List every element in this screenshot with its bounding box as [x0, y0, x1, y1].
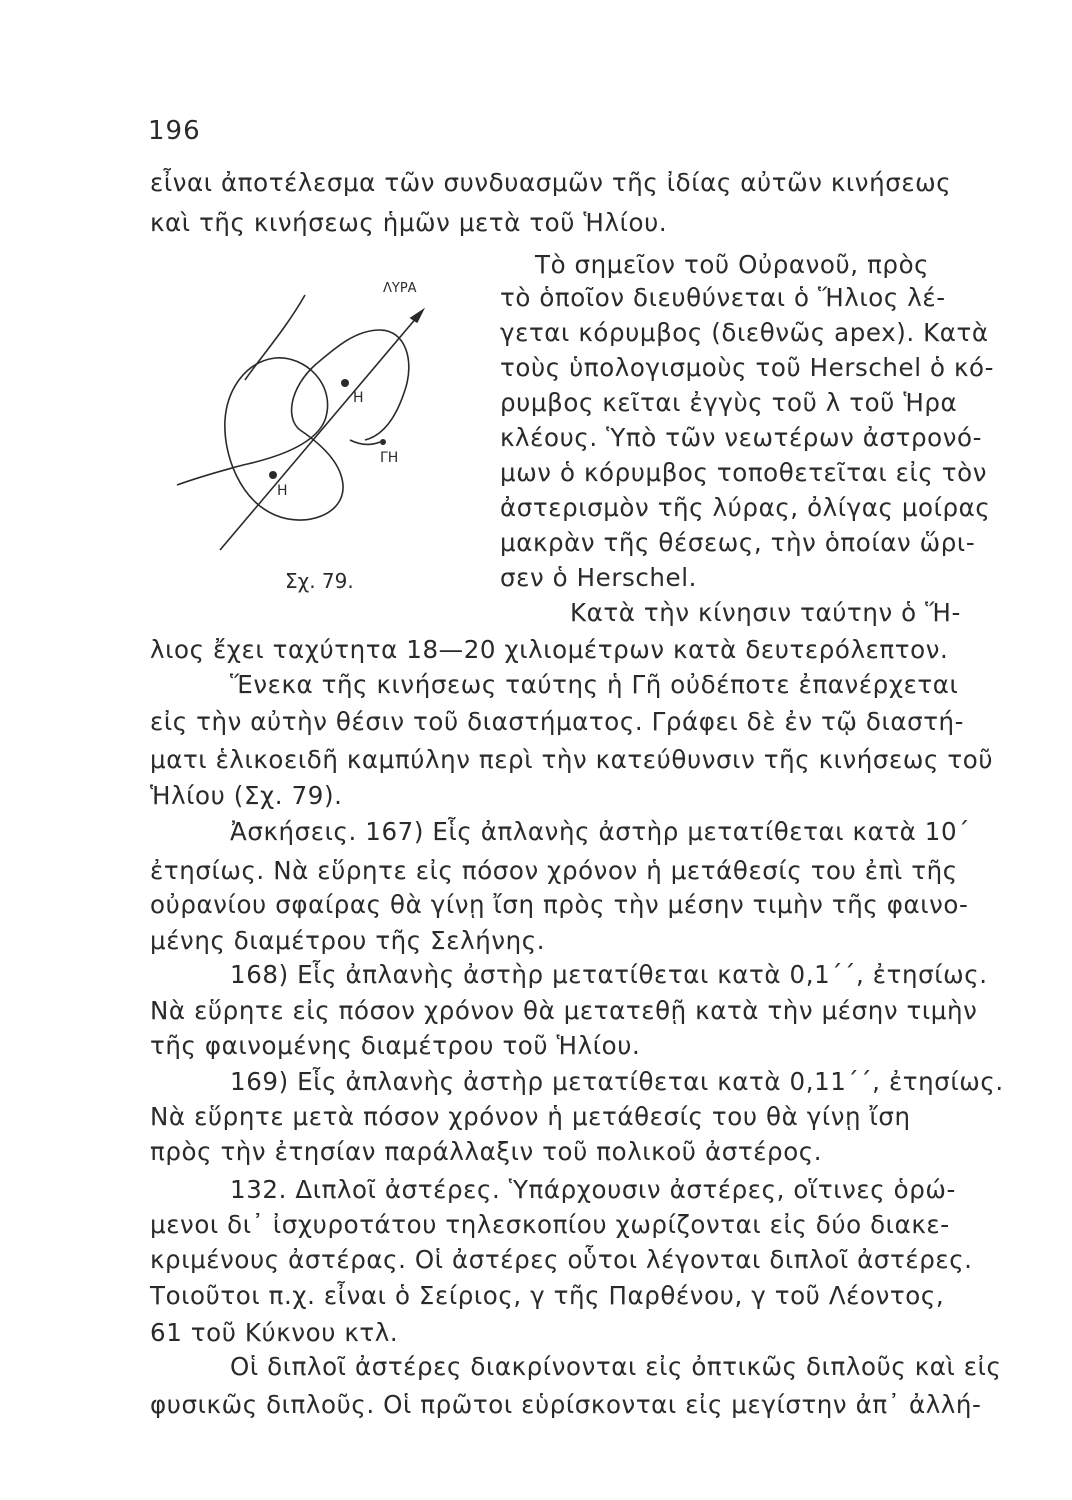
text-line: Νὰ εὕρητε μετὰ πόσον χρόνον ἡ μετάθεσίς του θὰ γίνῃ ἴση — [150, 1102, 911, 1131]
sun-point-upper — [341, 379, 349, 387]
text-line: ἀστερισμὸν τῆς λύρας, ὀλίγας μοίρας — [500, 493, 991, 522]
text-line: ἐτησίως. Νὰ εὕρητε εἰς πόσον χρόνον ἡ μετάθεσίς του ἐπὶ τῆς — [150, 856, 958, 885]
helix-loop-left — [245, 295, 305, 380]
label-gh: ΓΗ — [380, 450, 399, 466]
label-h-upper: Η — [353, 390, 364, 406]
text-line: μακρὰν τῆς θέσεως, τὴν ὁποίαν ὥρι- — [500, 528, 976, 557]
text-line: πρὸς τὴν ἐτησίαν παράλλαξιν τοῦ πολικοῦ ἀστέρος. — [150, 1137, 823, 1166]
text-line: Ἀσκήσεις. 167) Εἷς ἀπλανὴς ἀστὴρ μετατίθεται κατὰ 10´ — [230, 817, 971, 846]
text-line: καὶ τῆς κινήσεως ἡμῶν μετὰ τοῦ Ἡλίου. — [150, 208, 668, 237]
label-h-lower: Η — [277, 483, 288, 499]
text-line: τὸ ὁποῖον διευθύνεται ὁ Ἥλιος λέ- — [500, 283, 946, 312]
sun-point-lower — [269, 471, 277, 479]
text-line: κριμένους ἀστέρας. Οἱ ἀστέρες οὗτοι λέγονται διπλοῖ ἀστέρες. — [150, 1245, 973, 1274]
text-line: Τοιοῦτοι π.χ. εἶναι ὁ Σείριος, γ τῆς Παρθένου, γ τοῦ Λέοντος, — [150, 1281, 945, 1310]
text-line: λιος ἔχει ταχύτητα 18—20 χιλιομέτρων κατὰ δευτερόλεπτον. — [150, 635, 949, 664]
figure-caption: Σχ. 79. — [285, 569, 354, 593]
text-line: οὐρανίου σφαίρας θὰ γίνῃ ἴση πρὸς τὴν μέσην τιμὴν τῆς φαινο- — [150, 890, 969, 919]
earth-point — [380, 439, 386, 445]
text-line: ρυμβος κεῖται ἐγγὺς τοῦ λ τοῦ Ἡρα — [500, 388, 958, 417]
text-line: 61 τοῦ Κύκνου κτλ. — [150, 1318, 399, 1347]
sun-motion-axis — [220, 310, 423, 550]
text-line: Οἱ διπλοῖ ἀστέρες διακρίνονται εἰς ὀπτικῶς διπλοῦς καὶ εἰς — [230, 1352, 1002, 1381]
helix-diagram — [165, 270, 495, 610]
text-line: Κατὰ τὴν κίνησιν ταύτην ὁ Ἥ- — [570, 598, 961, 627]
text-line: μένης διαμέτρου τῆς Σελήνης. — [150, 926, 546, 955]
text-line: φυσικῶς διπλοῦς. Οἱ πρῶτοι εὑρίσκονται εἰς μεγίστην ἀπ᾽ ἀλλή- — [150, 1390, 982, 1419]
text-line: μενοι δι᾽ ἰσχυροτάτου τηλεσκοπίου χωρίζονται εἰς δύο διακε- — [150, 1210, 950, 1239]
text-line: Νὰ εὕρητε εἰς πόσον χρόνον θὰ μετατεθῇ κατὰ τὴν μέσην τιμὴν — [150, 996, 978, 1025]
text-line: Τὸ σημεῖον τοῦ Οὐρανοῦ, πρὸς — [535, 250, 930, 279]
text-line: 169) Εἷς ἀπλανὴς ἀστὴρ μετατίθεται κατὰ 0,11´´, ἐτησίως. — [230, 1067, 1004, 1096]
figure-79 — [165, 270, 495, 610]
text-line: τῆς φαινομένης διαμέτρου τοῦ Ἡλίου. — [150, 1031, 641, 1060]
earth-arrow — [350, 440, 380, 444]
text-line: εἶναι ἀποτέλεσμα τῶν συνδυασμῶν τῆς ἰδίας αὐτῶν κινήσεως — [150, 168, 952, 197]
arrowhead — [411, 310, 423, 322]
text-line: σεν ὁ Herschel. — [500, 563, 698, 592]
text-line: γεται κόρυμβος (διεθνῶς apex). Κατὰ — [500, 318, 989, 347]
page-number: 196 — [148, 116, 201, 146]
text-line: Ἕνεκα τῆς κινήσεως ταύτης ἡ Γῆ οὐδέποτε ἐπανέρχεται — [230, 670, 959, 699]
text-line: ματι ἑλικοειδῆ καμπύλην περὶ τὴν κατεύθυνσιν τῆς κινήσεως τοῦ — [150, 745, 994, 774]
helix-curve — [177, 330, 409, 520]
text-line: εἰς τὴν αὐτὴν θέσιν τοῦ διαστήματος. Γράφει δὲ ἐν τῷ διαστή- — [150, 707, 965, 736]
label-lyra: ΛΥΡΑ — [383, 281, 417, 296]
text-line: 132. Διπλοῖ ἀστέρες. Ὑπάρχουσιν ἀστέρες, οἵτινες ὁρώ- — [230, 1175, 956, 1204]
text-line: μων ὁ κόρυμβος τοποθετεῖται εἰς τὸν — [500, 458, 987, 487]
text-line: 168) Εἷς ἀπλανὴς ἀστὴρ μετατίθεται κατὰ 0,1´´, ἐτησίως. — [230, 960, 988, 989]
text-line: Ἡλίου (Σχ. 79). — [150, 781, 343, 810]
text-line: κλέους. Ὑπὸ τῶν νεωτέρων ἀστρονό- — [500, 423, 983, 452]
text-line: τοὺς ὑπολογισμοὺς τοῦ Herschel ὁ κό- — [500, 353, 995, 382]
